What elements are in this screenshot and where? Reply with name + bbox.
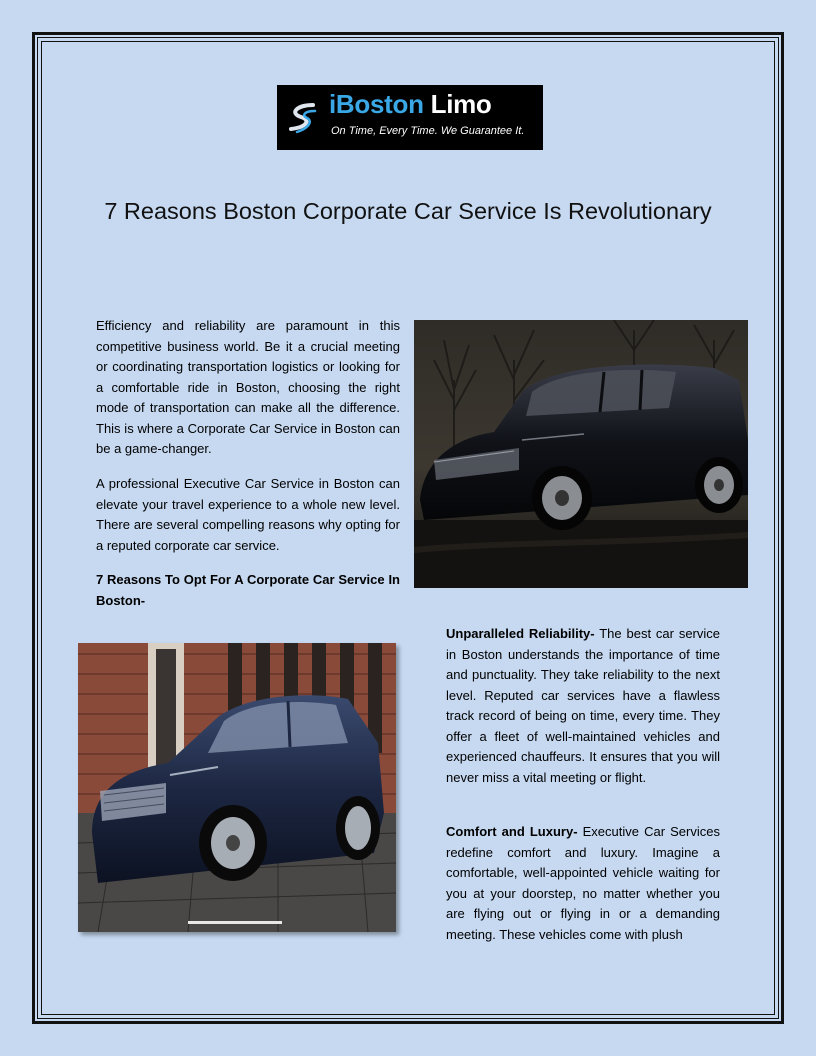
- intro-paragraph-2: A professional Executive Car Service in Boston can elevate your travel experience to a whole new level. There are several compelling reasons why opting for a reputed corporate car service.: [96, 476, 400, 553]
- page-title: 7 Reasons Boston Corporate Car Service Is Revolutionary: [104, 198, 712, 224]
- reason-text: Executive Car Services redefine comfort and luxury. Imagine a comfortable, well-appointed vehicle waiting for you at your doorstep, no matter whether you are flying out or flying in or a demanding meeting. These vehicles come with plush: [446, 824, 720, 942]
- swoosh-icon: [283, 101, 321, 137]
- reason-text: The best car service in Boston understands the importance of time and punctuality. They take reliability to the next level. Reputed car services have a flawless track record of being on time, every time. They offer a fleet of well-maintained vehicles and experienced chauffeurs. It ensures that you will never miss a vital meeting or flight.: [446, 626, 721, 785]
- reason-comfort: [446, 822, 720, 945]
- reasons-heading: 7 Reasons To Opt For A Corporate Car Service In Boston-: [96, 572, 400, 608]
- logo-brand-part2: Limo: [430, 89, 492, 119]
- blue-sedan-photo: [78, 643, 396, 932]
- logo-brand-name: [329, 89, 492, 120]
- reason-reliability: [446, 624, 720, 788]
- logo-tagline: On Time, Every Time. We Guarantee It.: [331, 125, 525, 137]
- reason-title: Comfort and Luxury-: [446, 824, 578, 839]
- black-suv-photo: [414, 320, 748, 588]
- reason-title: Unparalleled Reliability-: [446, 626, 595, 641]
- logo-brand-part1: iBoston: [329, 89, 424, 119]
- iboston-limo-logo: [277, 85, 543, 150]
- intro-paragraph-1: Efficiency and reliability are paramount in this competitive business world. Be it a crucial meeting or coordinating transportation logistics or looking for a comfortable ride in Boston, choosing the right mode of transportation can make all the difference. This is where a Corporate Car Service in Boston can be a game-changer.: [96, 318, 400, 456]
